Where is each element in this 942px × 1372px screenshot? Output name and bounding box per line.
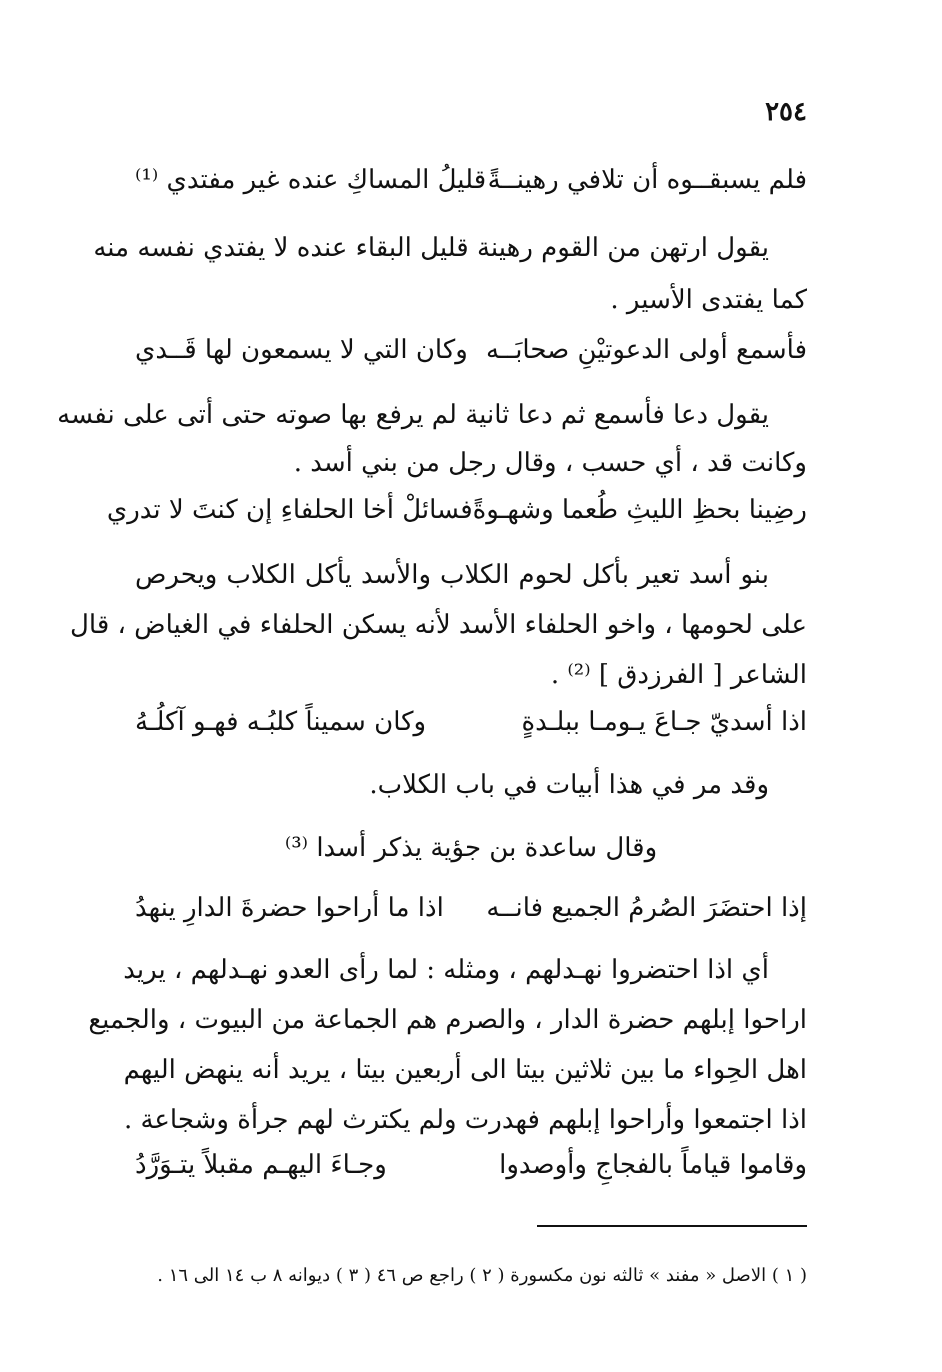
prose-line: وقد مر في هذا أبيات في باب الكلاب. bbox=[369, 770, 769, 800]
prose-line: اهل الحِواء ما بين ثلاثين بيتا الى أربعين بيتا ، يريد أنه ينهض اليهم bbox=[123, 1055, 807, 1085]
page-number: ٢٥٤ bbox=[765, 97, 807, 127]
prose-line: يقول دعا فأسمع ثم دعا ثانية لم يرفع بها صوته حتى أتى على نفسه bbox=[57, 400, 769, 430]
verse-hemistich-first: إذا احتضَرَ الصُرمُ الجميع فانــه bbox=[486, 893, 807, 923]
prose-line: اراحوا إبلهم حضرة الدار ، والصرم هم الجماعة من البيوت ، والجميع bbox=[88, 1005, 807, 1035]
verse-hemistich-first: وقاموا قياماً بالفجاجِ وأوصدوا bbox=[499, 1150, 807, 1180]
verse-hemistich-first: اذا أسديّ جـاعَ يـومـا ببلـدةٍ bbox=[521, 707, 807, 737]
verse-line bbox=[135, 888, 807, 928]
verse-line bbox=[135, 160, 807, 200]
verse-hemistich-second: وكان التي لا يسمعون لها قَــدي bbox=[135, 335, 468, 365]
prose-line: الشاعر [ الفرزدق ] ⁽²⁾ . bbox=[550, 660, 807, 690]
footnote-divider bbox=[537, 1225, 807, 1227]
prose-line: يقول ارتهن من القوم رهينة قليل البقاء عنده لا يفتدي نفسه منه bbox=[93, 233, 769, 263]
verse-hemistich-first: فلم يسبقــوه أن تلافي رهينــةً bbox=[487, 165, 807, 195]
verse-hemistich-second: قليلُ المساكِ عنده غير مفتدي ⁽¹⁾ bbox=[135, 165, 487, 195]
prose-line: أي اذا احتضروا نهـدلهم ، ومثله : لما رأى العدو نهـدلهم ، يريد bbox=[123, 955, 769, 985]
verse-hemistich-first: فأسمع أولى الدعوتيْنِ صحابَــه bbox=[486, 335, 807, 365]
verse-line bbox=[106, 490, 807, 530]
verse-line bbox=[135, 702, 807, 742]
verse-line bbox=[135, 1145, 807, 1185]
prose-line: على لحومها ، واخو الحلفاء الأسد لأنه يسكن الحلفاء في الغياض ، قال bbox=[70, 610, 807, 640]
prose-line: كما يفتدى الأسير . bbox=[610, 285, 807, 315]
centered-heading: وقال ساعدة بن جؤية يذكر أسدا ⁽³⁾ bbox=[284, 833, 658, 863]
prose-line: وكانت قد ، أي حسب ، وقال رجل من بني أسد . bbox=[293, 448, 807, 478]
prose-line: اذا اجتمعوا وأراحوا إبلهم فهدرت ولم يكترث لهم جرأة وشجاعة . bbox=[123, 1105, 807, 1135]
verse-hemistich-second: اذا ما أراحوا حضرةَ الدارِ ينهدُ bbox=[135, 893, 444, 923]
verse-line bbox=[135, 330, 807, 370]
verse-hemistich-second: فسائلْ أخا الحلفاءِ إن كنتَ لا تدري bbox=[106, 495, 473, 525]
prose-line: بنو أسد تعير بأكل لحوم الكلاب والأسد يأكل الكلاب ويحرص bbox=[135, 560, 769, 590]
footnote: ( ١ ) الاصل « مفند » ثالثه نون مكسورة ( ٢ ) راجع ص ٤٦ ( ٣ ) ديوانه ٨ ب ١٤ الى ١٦ . bbox=[157, 1265, 807, 1286]
verse-hemistich-second: وكان سميناً كلبُـه فهـو آكلُـهُ bbox=[135, 707, 427, 737]
verse-hemistich-second: وجـاءَ اليهـم مقبلاً يتـوَرَّدُ bbox=[135, 1150, 387, 1180]
verse-hemistich-first: رضِينا بحظِ الليثِ طُعما وشهـوةً bbox=[472, 495, 807, 525]
